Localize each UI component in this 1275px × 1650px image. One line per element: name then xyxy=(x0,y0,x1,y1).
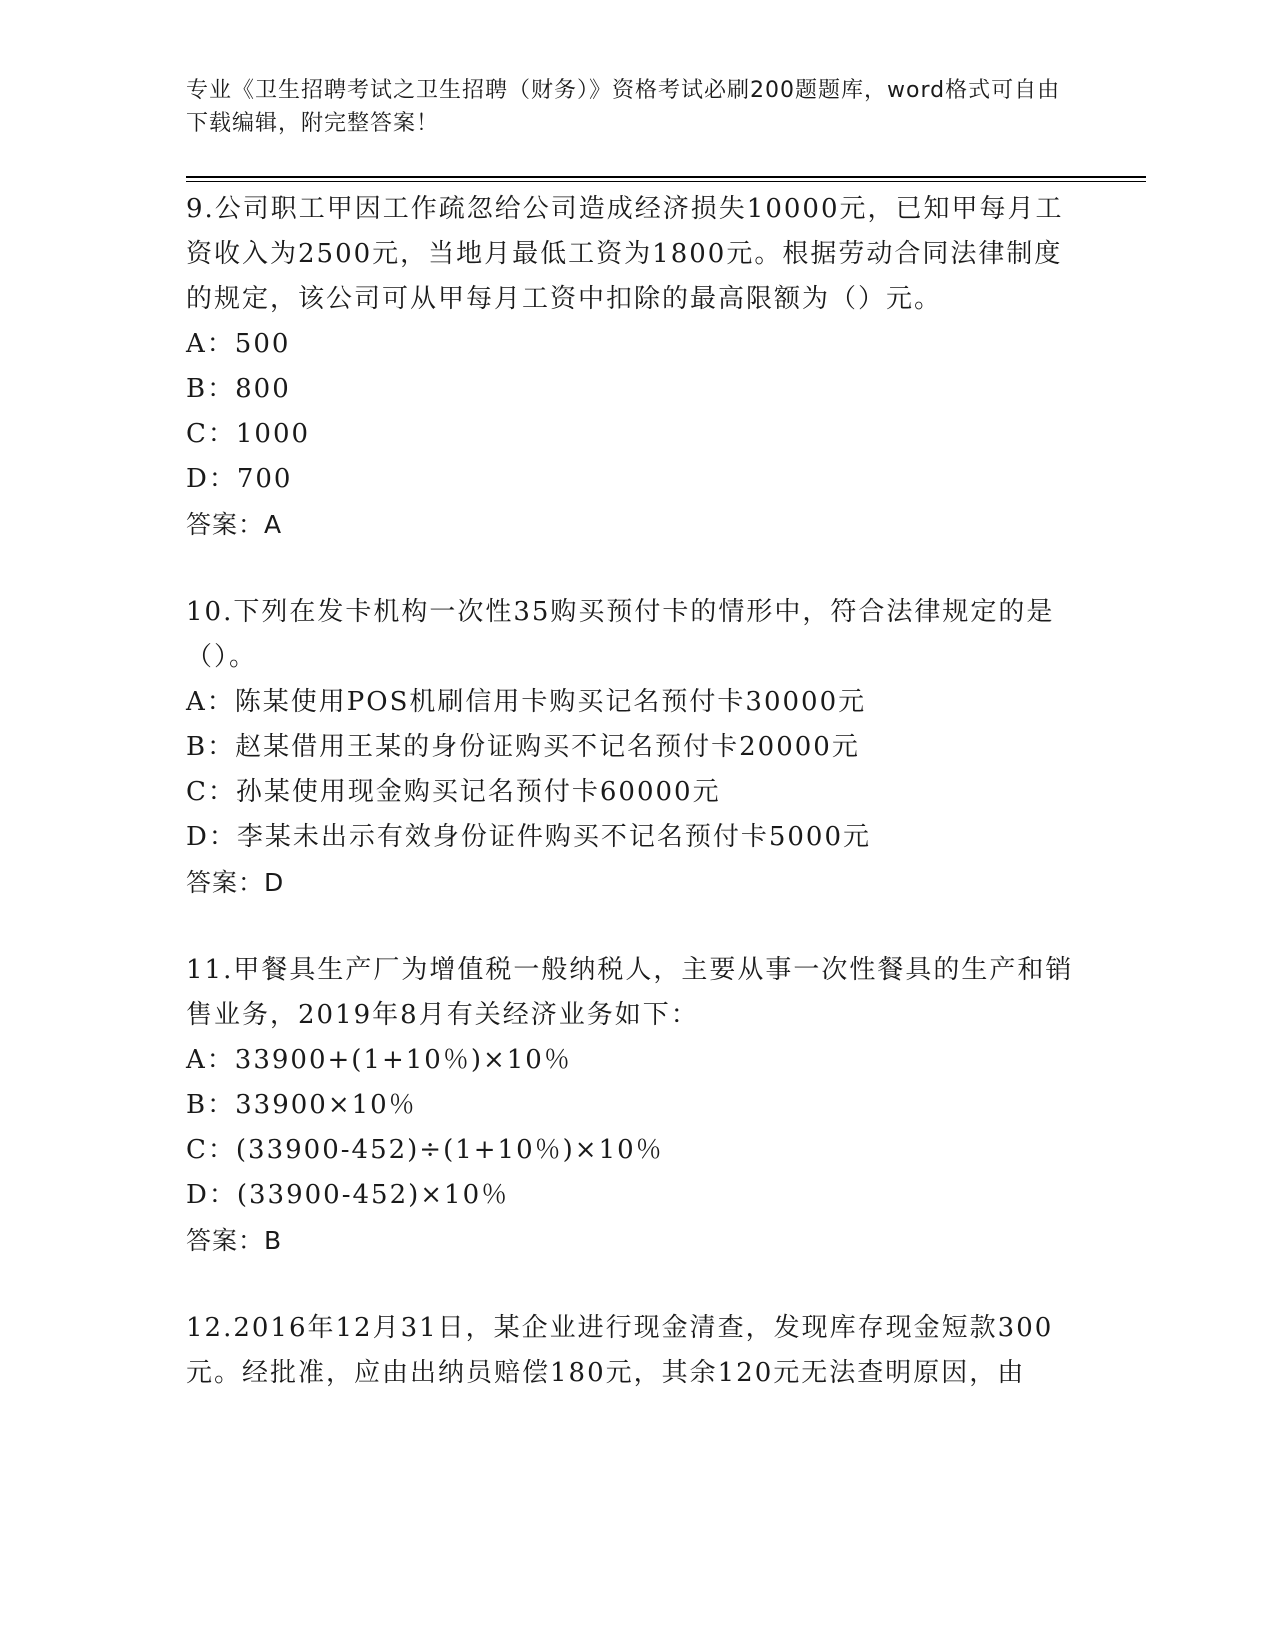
header-divider-thin xyxy=(186,181,1146,182)
question-text: 9.公司职工甲因工作疏忽给公司造成经济损失10000元，已知甲每月工资收入为2500元，当地月最低工资为1800元。根据劳动合同法律制度的规定，该公司可从甲每月工资中扣除的最高限额为（）元。 xyxy=(186,194,1064,314)
question-text: 10.下列在发卡机构一次性35购买预付卡的情形中，符合法律规定的是（）。 xyxy=(186,597,1055,672)
answer-label: 答案：A xyxy=(186,510,283,539)
document-header: 专业《卫生招聘考试之卫生招聘（财务）》资格考试必刷200题题库，word格式可自由下载编辑，附完整答案！ xyxy=(186,78,1061,136)
answer-label: 答案：D xyxy=(186,868,285,897)
option-b: B：赵某借用王某的身份证购买不记名预付卡20000元 xyxy=(186,732,860,762)
option-a: A：33900+(1+10％)×10％ xyxy=(186,1045,572,1075)
question-11 xyxy=(186,948,1086,1263)
option-c: C：孙某使用现金购买记名预付卡60000元 xyxy=(186,777,721,807)
option-b: B：33900×10％ xyxy=(186,1090,417,1120)
question-text: 12.2016年12月31日，某企业进行现金清查，发现库存现金短款300元。经批准，应由出纳员赔偿180元，其余120元无法查明原因，由 xyxy=(186,1313,1054,1388)
question-text: 11.甲餐具生产厂为增值税一般纳税人，主要从事一次性餐具的生产和销售业务，2019年8月有关经济业务如下： xyxy=(186,955,1074,1030)
option-d: D：李某未出示有效身份证件购买不记名预付卡5000元 xyxy=(186,822,872,852)
option-b: B：800 xyxy=(186,374,291,404)
question-list xyxy=(186,187,1086,1439)
option-a: A：陈某使用POS机刷信用卡购买记名预付卡30000元 xyxy=(186,687,867,717)
option-a: A：500 xyxy=(186,329,291,359)
option-c: C：(33900-452)÷(1+10％)×10％ xyxy=(186,1135,664,1165)
header-divider-thick xyxy=(186,176,1146,178)
question-12 xyxy=(186,1306,1086,1396)
option-c: C：1000 xyxy=(186,419,311,449)
question-9 xyxy=(186,187,1086,547)
option-d: D：(33900-452)×10％ xyxy=(186,1180,510,1210)
option-d: D：700 xyxy=(186,464,293,494)
answer-label: 答案：B xyxy=(186,1226,283,1255)
question-10 xyxy=(186,590,1086,905)
